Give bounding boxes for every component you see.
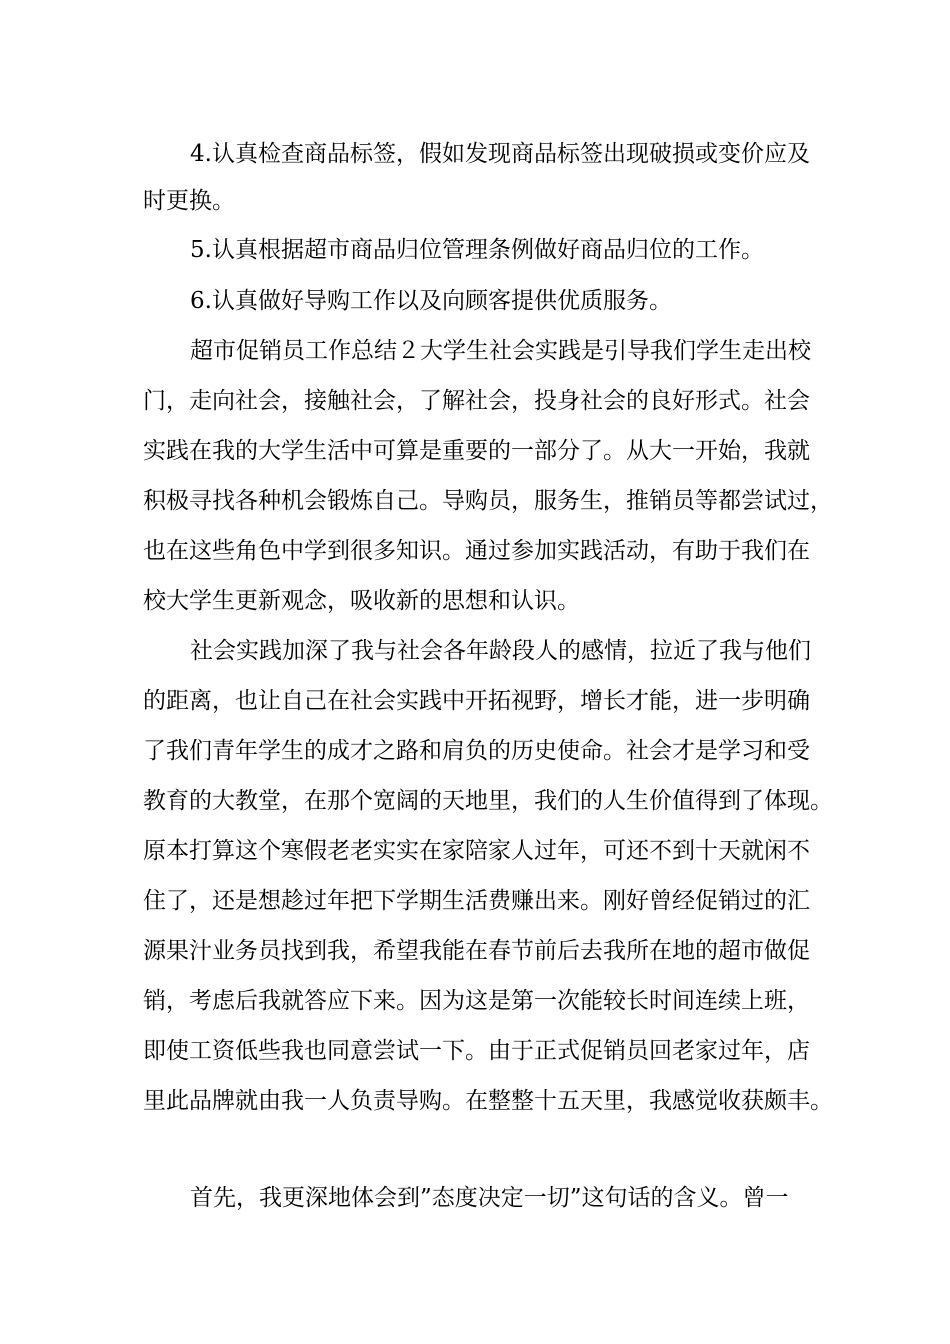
text-line: 超市促销员工作总结２大学生社会实践是引导我们学生走出校 [190, 338, 811, 364]
text-line: 时更换。 [143, 188, 235, 214]
text-line: 的距离，也让自己在社会实践中开拓视野，增长才能，进一步明确 [143, 688, 810, 714]
text-line: 门，走向社会，接触社会，了解社会，投身社会的良好形式。社会 [143, 388, 810, 414]
text-line: 即使工资低些我也同意尝试一下。由于正式促销员回老家过年，店 [143, 1038, 810, 1064]
text-line: 销，考虑后我就答应下来。因为这是第一次能较长时间连续上班， [143, 988, 810, 1014]
text-line: 社会实践加深了我与社会各年龄段人的感情，拉近了我与他们 [190, 638, 811, 664]
text-line: 校大学生更新观念，吸收新的思想和认识。 [143, 588, 580, 614]
text-line: 原本打算这个寒假老老实实在家陪家人过年，可还不到十天就闲不 [143, 838, 810, 864]
text-line: 源果汁业务员找到我，希望我能在春节前后去我所在地的超市做促 [143, 938, 810, 964]
text-line: 6.认真做好导购工作以及向顾客提供优质服务。 [190, 288, 672, 314]
text-line: 里此品牌就由我一人负责导购。在整整十五天里，我感觉收获颇丰。 [143, 1088, 833, 1114]
text-line: 住了，还是想趁过年把下学期生活费赚出来。刚好曾经促销过的汇 [143, 888, 810, 914]
text-line: 积极寻找各种机会锻炼自己。导购员，服务生，推销员等都尝试过， [143, 488, 833, 514]
text-line: 实践在我的大学生活中可算是重要的一部分了。从大一开始，我就 [143, 438, 810, 464]
text-line: 也在这些角色中学到很多知识。通过参加实践活动，有助于我们在 [143, 538, 810, 564]
text-line: 4.认真检查商品标签，假如发现商品标签出现破损或变价应及 [190, 141, 810, 167]
text-line: 教育的大教堂，在那个宽阔的天地里，我们的人生价值得到了体现。 [143, 788, 833, 814]
text-line: 了我们青年学生的成才之路和肩负的历史使命。社会才是学习和受 [143, 738, 810, 764]
text-line: 5.认真根据超市商品归位管理条例做好商品归位的工作。 [190, 237, 764, 263]
text-line: 首先，我更深地体会到”态度决定一切”这句话的含义。曾一 [190, 1185, 789, 1211]
